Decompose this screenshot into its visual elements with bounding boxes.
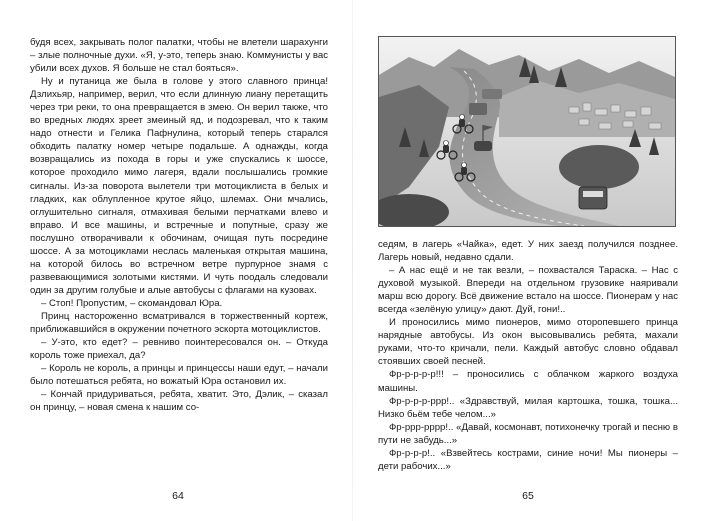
paragraph: Принц настороженно всматривался в торжественный кортеж, приближавшийся в окружении почетного эскорта мотоциклистов.: [30, 310, 328, 336]
paragraph: – Кончай придуриваться, ребята, хватит. Это, Дэлик, – сказал он принцу, – новая смена к нашим со-: [30, 389, 328, 414]
paragraph: Фр-р-р-р-р!!! – проносились с облачком жаркого воздуха машины.: [378, 369, 678, 394]
right-page-text: [378, 238, 678, 473]
left-page-text: [30, 36, 328, 414]
paragraph: – Король не король, а принцы и принцессы наши едут, – начали было потешаться ребята, но вожатый Юра остановил их.: [30, 363, 328, 388]
paragraph: – У-это, кто едет? – ревниво поинтересовался он. – Откуда король тоже приехал, да?: [30, 337, 328, 362]
page-number: 65: [522, 490, 534, 502]
paragraph: Ну и путаница же была в голове у этого славного принца! Дзлихьяр, например, верил, что если длинную лиану перетащить через три реки, то она превращается в змею. Он верил также, что во вредных людях зреет змеиный яд, и подозревал, что к таким надо отнести и Гелика Пафнулина, который теперь старался обходить палатку номер четыре подальше. А однажды, когда возвращались из похода в горы и уже спускались к шоссе, которое проходило мимо лагеря, вдали послышались громкие сигналы. Из-за поворота вылетели три мотоциклиста в белых и гладких, как облупленное крутое яйцо, шлемах. Они мчались, оглушительно сигналя, отмахивая белыми перчатками влево и вправо. И все машины, и встречные и попутные, сразу же послушно отворачивали к обочинам, очищая путь посредине шоссе. А за мотоциклами неслась маленькая открытая машина, на которой билось во встречном ветре пурпурное знамя с развевающимися золотыми кистями. И чуть поодаль следовали один за другим голубые и алые автобусы с флагами на кузовах.: [30, 76, 328, 296]
illustration-motorcade-road: [378, 36, 676, 227]
right-page: [353, 0, 706, 521]
paragraph: – А нас ещё и не так везли, – похвастался Тараска. – Нас с духовой музыкой. Впереди на отдельном грузовике наяривали марш всю дорогу. Всё движение встало на шоссе. Пионерам у нас всегда «зелёную улицу» дают. Дуй, гони!..: [378, 265, 678, 316]
paragraph: Фр-р-р-р!.. «Взвейтесь кострами, синие ночи! Мы пионеры – дети рабочих...»: [378, 447, 678, 472]
paragraph: будя всех, закрывать полог палатки, чтобы не влетели шарахунги – злые полночные духи. «Я, у-это, теперь знаю. Коммунисты у вас убили всех духов. Я больше не стал бояться».: [30, 37, 328, 75]
paragraph: – Стоп! Пропустим, – скомандовал Юра.: [41, 297, 223, 309]
page-number: 64: [172, 490, 184, 502]
paragraph: Фр-ррр-рррр!.. «Давай, космонавт, потихонечку трогай и песню в пути не забудь...»: [378, 421, 678, 446]
paragraph: И проносились мимо пионеров, мимо оторопевшего принца нарядные автобусы. Из окон высовывались ребята, махали руками, что-то кричали, пели. Каждый автобус словно обдавал стоявших своей песней.: [378, 317, 678, 368]
paragraph: седям, в лагерь «Чайка», едет. У них заезд получился позднее. Лагерь новый, недавно сдали.: [378, 239, 678, 264]
paragraph: Фр-р-р-р-ррр!.. «Здравствуй, милая картошка, тошка, тошка... Низко бьём тебе челом...»: [378, 395, 678, 420]
